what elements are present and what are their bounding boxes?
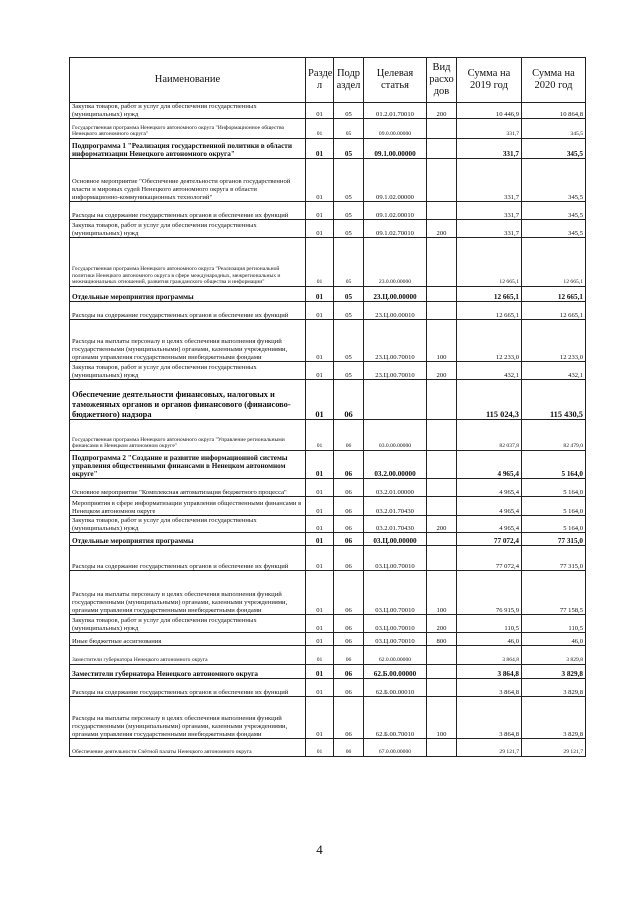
row-sum-2019: 4 965,4 (457, 497, 522, 516)
row-kind (427, 139, 457, 159)
row-sum-2019: 331,7 (457, 220, 522, 238)
table-body (70, 103, 586, 757)
row-kind: 200 (427, 516, 457, 533)
row-name: Мероприятия в сфере информатизации управления общественными финансами в Ненецком автономном округе (70, 497, 306, 516)
row-subsection: 05 (334, 139, 364, 159)
row-sum-2019: 77 072,4 (457, 533, 522, 546)
row-kind (427, 546, 457, 571)
row-sum-2019: 46,0 (457, 633, 522, 646)
row-kind (427, 302, 457, 320)
row-section: 01 (306, 479, 334, 497)
row-name: Расходы на содержание государственных органов и обеспечение их функций (70, 302, 306, 320)
row-name: Основное мероприятие "Обеспечение деятельности органов государственной власти и мировых судей Ненецкого автономного округа в области информационно-коммуникационных технологий" (70, 159, 306, 202)
row-sum-2020: 3 829,8 (522, 665, 586, 679)
row-kind (427, 479, 457, 497)
table-row (70, 362, 586, 380)
row-sum-2020: 77 315,0 (522, 533, 586, 546)
row-sum-2020: 29 121,7 (522, 739, 586, 757)
row-name: Расходы на содержание государственных органов и обеспечение их функций (70, 546, 306, 571)
row-sum-2019: 82 037,8 (457, 420, 522, 451)
row-sum-2020: 77 315,0 (522, 546, 586, 571)
row-subsection: 06 (334, 497, 364, 516)
row-kind: 200 (427, 103, 457, 119)
row-target: 62.0.00.00000 (364, 646, 427, 665)
row-kind (427, 497, 457, 516)
row-kind (427, 119, 457, 139)
row-sum-2020: 345,5 (522, 159, 586, 202)
table-header-row (70, 58, 586, 103)
row-sum-2020: 345,5 (522, 139, 586, 159)
table-row (70, 159, 586, 202)
row-target: 03.2.01.70430 (364, 497, 427, 516)
row-sum-2019: 115 024,3 (457, 380, 522, 420)
row-name: Расходы на содержание государственных органов и обеспечение их функций (70, 679, 306, 697)
row-kind (427, 420, 457, 451)
row-section: 01 (306, 646, 334, 665)
row-target: 09.1.02.70010 (364, 220, 427, 238)
row-sum-2019: 77 072,4 (457, 546, 522, 571)
row-sum-2020: 12 665,1 (522, 238, 586, 287)
row-kind: 200 (427, 220, 457, 238)
row-sum-2020: 3 829,8 (522, 679, 586, 697)
table-row (70, 739, 586, 757)
row-name: Отдельные мероприятия программы (70, 533, 306, 546)
table-row (70, 287, 586, 302)
row-section: 01 (306, 302, 334, 320)
row-sum-2019: 432,1 (457, 362, 522, 380)
row-subsection: 06 (334, 646, 364, 665)
row-sum-2019: 331,7 (457, 159, 522, 202)
row-sum-2019: 4 965,4 (457, 451, 522, 479)
row-target: 09.1.00.00000 (364, 139, 427, 159)
row-subsection: 06 (334, 420, 364, 451)
row-subsection: 06 (334, 697, 364, 739)
table-row (70, 302, 586, 320)
row-target: 03.Ц.00.70010 (364, 571, 427, 615)
row-name: Закупка товаров, работ и услуг для обеспечения государственных (муниципальных) нужд (70, 362, 306, 380)
row-name: Отдельные мероприятия программы (70, 287, 306, 302)
row-sum-2019: 29 121,7 (457, 739, 522, 757)
row-target: 09.1.02.00010 (364, 202, 427, 220)
row-sum-2020: 5 164,0 (522, 451, 586, 479)
row-sum-2020: 5 164,0 (522, 497, 586, 516)
row-kind (427, 202, 457, 220)
row-name: Государственная программа Ненецкого автономного округа "Управление региональными финансами в Ненецком автономном округе" (70, 420, 306, 451)
row-subsection: 05 (334, 362, 364, 380)
row-target: 23.0.00.00000 (364, 238, 427, 287)
table-row (70, 615, 586, 633)
header-sum-2020: Сумма на 2020 год (522, 58, 586, 103)
row-subsection: 06 (334, 615, 364, 633)
row-target: 03.Ц.00.70010 (364, 615, 427, 633)
row-sum-2020: 345,5 (522, 202, 586, 220)
row-target: 23.Ц.00.00000 (364, 287, 427, 302)
row-name: Заместители губернатора Ненецкого автономного округа (70, 646, 306, 665)
row-target: 62.Б.00.00000 (364, 665, 427, 679)
row-kind (427, 646, 457, 665)
row-target: 62.Б.00.00010 (364, 679, 427, 697)
row-sum-2019: 12 233,0 (457, 320, 522, 362)
row-sum-2020: 77 158,5 (522, 571, 586, 615)
row-sum-2019: 3 864,8 (457, 679, 522, 697)
row-sum-2019: 10 446,9 (457, 103, 522, 119)
row-name: Заместители губернатора Ненецкого автономного округа (70, 665, 306, 679)
row-section: 01 (306, 546, 334, 571)
table-row (70, 633, 586, 646)
row-sum-2020: 3 829,8 (522, 646, 586, 665)
row-sum-2020: 345,5 (522, 220, 586, 238)
row-name: Обеспечение деятельности финансовых, налоговых и таможенных органов и органов финансового (финансово-бюджетного) надзора (70, 380, 306, 420)
row-subsection: 05 (334, 202, 364, 220)
row-section: 01 (306, 320, 334, 362)
row-subsection: 06 (334, 633, 364, 646)
row-section: 01 (306, 497, 334, 516)
row-section: 01 (306, 159, 334, 202)
row-subsection: 06 (334, 739, 364, 757)
row-kind: 200 (427, 615, 457, 633)
row-section: 01 (306, 380, 334, 420)
table-row (70, 420, 586, 451)
row-name: Основное мероприятие "Комплексная автоматизация бюджетного процесса" (70, 479, 306, 497)
table-row (70, 380, 586, 420)
row-name: Расходы на выплаты персоналу в целях обеспечения выполнения функций государственными (муниципальными) органами, казенными учреждениями, органами управления государственными внебюджетными фондами (70, 697, 306, 739)
row-subsection: 06 (334, 451, 364, 479)
row-sum-2020: 10 864,8 (522, 103, 586, 119)
row-subsection: 05 (334, 287, 364, 302)
row-kind (427, 159, 457, 202)
row-section: 01 (306, 238, 334, 287)
row-target: 62.Б.00.70010 (364, 697, 427, 739)
table-row (70, 497, 586, 516)
row-sum-2020: 345,5 (522, 119, 586, 139)
row-section: 01 (306, 739, 334, 757)
row-name: Расходы на содержание государственных органов и обеспечение их функций (70, 202, 306, 220)
row-section: 01 (306, 420, 334, 451)
row-section: 01 (306, 633, 334, 646)
table-row (70, 646, 586, 665)
table-row (70, 320, 586, 362)
row-name: Государственная программа Ненецкого автономного округа "Реализация региональной политики Ненецкого автономного округа в сфере международных, межрегиональных и межнациональных отношений, развития гражданского общества и информации" (70, 238, 306, 287)
row-subsection: 06 (334, 546, 364, 571)
row-target: 03.2.01.70430 (364, 516, 427, 533)
row-subsection: 05 (334, 320, 364, 362)
row-sum-2019: 331,7 (457, 202, 522, 220)
row-sum-2020: 12 665,1 (522, 302, 586, 320)
row-target: 03.2.00.00000 (364, 451, 427, 479)
table-row (70, 533, 586, 546)
header-kind: Вид расхо дов (427, 58, 457, 103)
row-name: Подпрограмма 2 "Создание и развитие информационной системы управления общественными финансами в Ненецком автономном округе" (70, 451, 306, 479)
row-subsection: 05 (334, 159, 364, 202)
row-sum-2020: 3 829,8 (522, 697, 586, 739)
table-row (70, 679, 586, 697)
header-subsection: Подр аздел (334, 58, 364, 103)
row-sum-2020: 115 430,5 (522, 380, 586, 420)
table-row (70, 238, 586, 287)
row-section: 01 (306, 615, 334, 633)
row-name: Расходы на выплаты персоналу в целях обеспечения выполнения функций государственными (муниципальными) органами, казенными учреждениями, органами управления государственными внебюджетными фондами (70, 320, 306, 362)
table-row (70, 697, 586, 739)
row-name: Подпрограмма 1 "Реализация государственной политики в области информатизации Ненецкого автономного округа" (70, 139, 306, 159)
header-target: Целевая статья (364, 58, 427, 103)
row-target: 23.Ц.00.70010 (364, 320, 427, 362)
row-section: 01 (306, 697, 334, 739)
row-sum-2020: 5 164,0 (522, 479, 586, 497)
row-section: 01 (306, 220, 334, 238)
table-row (70, 139, 586, 159)
row-sum-2019: 12 665,1 (457, 238, 522, 287)
row-subsection: 05 (334, 238, 364, 287)
row-kind (427, 380, 457, 420)
row-section: 01 (306, 139, 334, 159)
row-name: Закупка товаров, работ и услуг для обеспечения государственных (муниципальных) нужд (70, 220, 306, 238)
row-section: 01 (306, 571, 334, 615)
row-subsection: 05 (334, 302, 364, 320)
header-section: Разде л (306, 58, 334, 103)
row-kind (427, 287, 457, 302)
row-kind: 100 (427, 320, 457, 362)
row-sum-2019: 331,7 (457, 119, 522, 139)
row-kind: 800 (427, 633, 457, 646)
row-subsection: 06 (334, 665, 364, 679)
table-row (70, 516, 586, 533)
header-name: Наименование (70, 58, 306, 103)
row-subsection: 05 (334, 220, 364, 238)
row-sum-2020: 82 479,0 (522, 420, 586, 451)
row-subsection: 06 (334, 679, 364, 697)
row-sum-2020: 5 164,0 (522, 516, 586, 533)
row-target: 23.Ц.00.70010 (364, 362, 427, 380)
row-target: 03.0.00.00000 (364, 420, 427, 451)
row-sum-2019: 4 965,4 (457, 516, 522, 533)
row-section: 01 (306, 533, 334, 546)
table-row (70, 119, 586, 139)
row-section: 01 (306, 119, 334, 139)
row-name: Закупка товаров, работ и услуг для обеспечения государственных (муниципальных) нужд (70, 103, 306, 119)
row-kind (427, 739, 457, 757)
row-name: Обеспечение деятельности Счётной палаты Ненецкого автономного округа (70, 739, 306, 757)
row-sum-2020: 12 233,0 (522, 320, 586, 362)
row-target: 03.Ц.00.70010 (364, 633, 427, 646)
row-sum-2019: 12 665,1 (457, 302, 522, 320)
row-section: 01 (306, 362, 334, 380)
row-sum-2019: 4 965,4 (457, 479, 522, 497)
row-name: Государственная программа Ненецкого автономного округа "Информационное общество Ненецкого автономного округа" (70, 119, 306, 139)
row-kind: 200 (427, 362, 457, 380)
row-target: 09.0.00.00000 (364, 119, 427, 139)
row-sum-2019: 331,7 (457, 139, 522, 159)
row-sum-2019: 76 915,9 (457, 571, 522, 615)
row-sum-2019: 3 864,8 (457, 665, 522, 679)
row-target: 03.2.01.00000 (364, 479, 427, 497)
row-target: 67.0.00.00000 (364, 739, 427, 757)
table-row (70, 546, 586, 571)
row-kind (427, 679, 457, 697)
row-target: 03.Ц.00.70010 (364, 546, 427, 571)
page-number: 4 (316, 842, 323, 857)
row-name: Расходы на выплаты персоналу в целях обеспечения выполнения функций государственными (муниципальными) органами, казенными учреждениями, органами управления государственными внебюджетными фондами (70, 571, 306, 615)
row-section: 01 (306, 287, 334, 302)
row-subsection: 06 (334, 516, 364, 533)
row-kind (427, 533, 457, 546)
table-row (70, 202, 586, 220)
budget-table (69, 57, 586, 757)
table-row (70, 479, 586, 497)
row-section: 01 (306, 103, 334, 119)
row-subsection: 06 (334, 533, 364, 546)
row-sum-2019: 110,5 (457, 615, 522, 633)
row-kind (427, 451, 457, 479)
row-target: 23.Ц.00.00010 (364, 302, 427, 320)
table-row (70, 665, 586, 679)
row-subsection: 05 (334, 119, 364, 139)
row-name: Иные бюджетные ассигнования (70, 633, 306, 646)
row-name: Закупка товаров, работ и услуг для обеспечения государственных (муниципальных) нужд (70, 516, 306, 533)
table-row (70, 571, 586, 615)
row-sum-2020: 12 665,1 (522, 287, 586, 302)
table-row (70, 451, 586, 479)
table-row (70, 220, 586, 238)
row-section: 01 (306, 451, 334, 479)
row-sum-2020: 432,1 (522, 362, 586, 380)
row-section: 01 (306, 665, 334, 679)
row-sum-2020: 110,5 (522, 615, 586, 633)
row-subsection: 06 (334, 380, 364, 420)
row-sum-2019: 3 864,8 (457, 697, 522, 739)
row-name: Закупка товаров, работ и услуг для обеспечения государственных (муниципальных) нужд (70, 615, 306, 633)
row-section: 01 (306, 516, 334, 533)
row-subsection: 05 (334, 103, 364, 119)
row-section: 01 (306, 202, 334, 220)
row-sum-2020: 46,0 (522, 633, 586, 646)
table-row (70, 103, 586, 119)
header-sum-2019: Сумма на 2019 год (457, 58, 522, 103)
row-section: 01 (306, 679, 334, 697)
row-kind: 100 (427, 571, 457, 615)
row-kind: 100 (427, 697, 457, 739)
row-target: 03.Ц.00.00000 (364, 533, 427, 546)
row-sum-2019: 3 864,8 (457, 646, 522, 665)
row-target (364, 380, 427, 420)
row-kind (427, 665, 457, 679)
row-target: 01.2.01.70010 (364, 103, 427, 119)
row-subsection: 06 (334, 479, 364, 497)
row-kind (427, 238, 457, 287)
row-subsection: 06 (334, 571, 364, 615)
row-target: 09.1.02.00000 (364, 159, 427, 202)
row-sum-2019: 12 665,1 (457, 287, 522, 302)
